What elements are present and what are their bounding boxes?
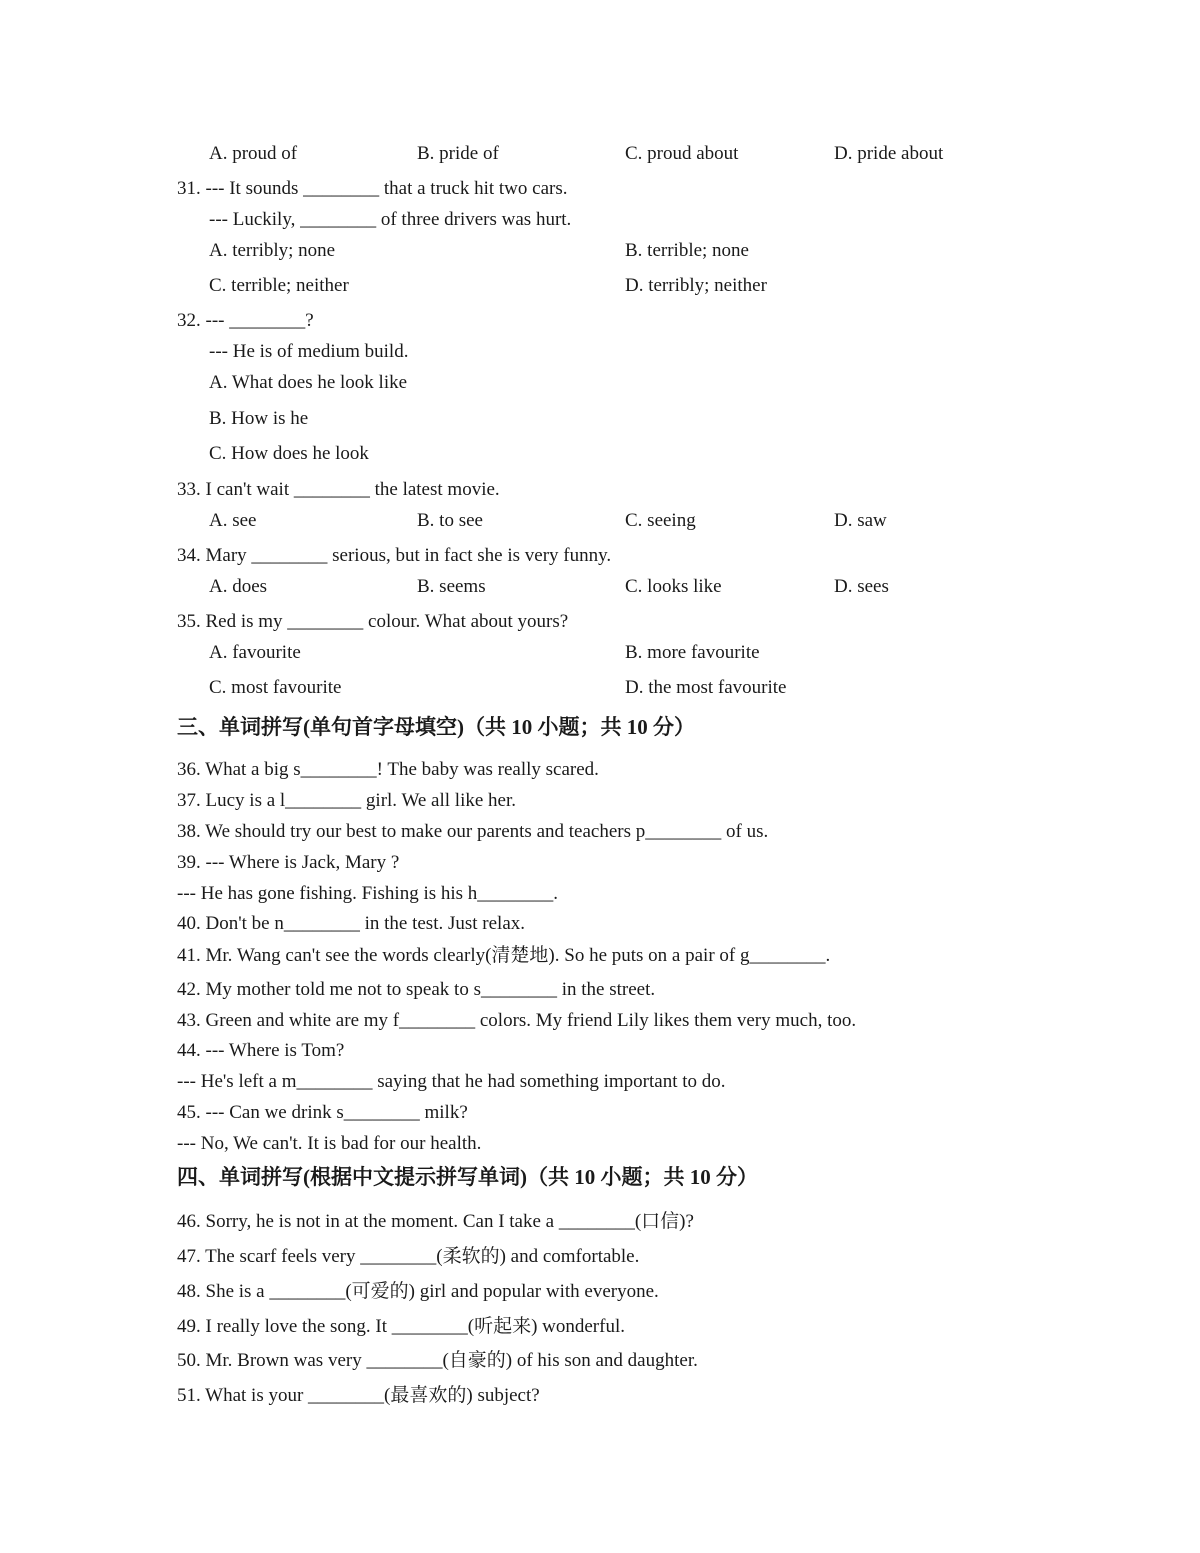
q33-option-c: C. seeing bbox=[625, 510, 696, 531]
q32-stem-reply: --- He is of medium build. bbox=[209, 341, 409, 362]
q33-stem: 33. I can't wait ________ the latest movie. bbox=[177, 479, 500, 500]
section-3-line: 45. --- Can we drink s________ milk? bbox=[177, 1102, 468, 1123]
section-3-line: 41. Mr. Wang can't see the words clearly(清楚地). So he puts on a pair of g________. bbox=[177, 945, 831, 966]
q31-option-d: D. terribly; neither bbox=[625, 275, 767, 296]
section-3-line: 36. What a big s________! The baby was really scared. bbox=[177, 759, 599, 780]
q32-stem: 32. --- ________? bbox=[177, 310, 314, 331]
section-3-line: 43. Green and white are my f________ colors. My friend Lily likes them very much, too. bbox=[177, 1010, 857, 1031]
section-4-line: 46. Sorry, he is not in at the moment. Can I take a ________(口信)? bbox=[177, 1211, 694, 1232]
section-3-line: --- He's left a m________ saying that he had something important to do. bbox=[177, 1071, 726, 1092]
q35-option-c: C. most favourite bbox=[209, 677, 342, 698]
q35-option-b: B. more favourite bbox=[625, 642, 760, 663]
q30-option-b: B. pride of bbox=[417, 143, 499, 164]
q30-option-d: D. pride about bbox=[834, 143, 944, 164]
q31-option-c: C. terrible; neither bbox=[209, 275, 349, 296]
section-3-line: --- He has gone fishing. Fishing is his h________. bbox=[177, 883, 559, 904]
q35-stem: 35. Red is my ________ colour. What about yours? bbox=[177, 611, 569, 632]
q33-option-d: D. saw bbox=[834, 510, 887, 531]
section-3-line: 38. We should try our best to make our parents and teachers p________ of us. bbox=[177, 821, 769, 842]
section-3-heading: 三、单词拼写(单句首字母填空)（共 10 小题；共 10 分） bbox=[177, 715, 695, 739]
q32-option-b: B. How is he bbox=[209, 408, 309, 429]
q34-stem: 34. Mary ________ serious, but in fact she is very funny. bbox=[177, 545, 612, 566]
q31-stem: 31. --- It sounds ________ that a truck hit two cars. bbox=[177, 178, 568, 199]
section-3-line: 42. My mother told me not to speak to s________ in the street. bbox=[177, 979, 656, 1000]
q35-option-d: D. the most favourite bbox=[625, 677, 787, 698]
q32-option-c: C. How does he look bbox=[209, 443, 369, 464]
q34-option-a: A. does bbox=[209, 576, 268, 597]
section-4-line: 49. I really love the song. It ________(听起来) wonderful. bbox=[177, 1316, 625, 1337]
q33-option-b: B. to see bbox=[417, 510, 483, 531]
section-3-line: 40. Don't be n________ in the test. Just relax. bbox=[177, 913, 526, 934]
section-4-line: 50. Mr. Brown was very ________(自豪的) of his son and daughter. bbox=[177, 1350, 698, 1371]
q32-option-a: A. What does he look like bbox=[209, 372, 408, 393]
q34-option-d: D. sees bbox=[834, 576, 889, 597]
q35-option-a: A. favourite bbox=[209, 642, 301, 663]
section-3-line: 39. --- Where is Jack, Mary ? bbox=[177, 852, 400, 873]
section-3-line: --- No, We can't. It is bad for our health. bbox=[177, 1133, 482, 1154]
section-4-line: 51. What is your ________(最喜欢的) subject? bbox=[177, 1385, 540, 1406]
q30-option-c: C. proud about bbox=[625, 143, 739, 164]
q30-option-a: A. proud of bbox=[209, 143, 298, 164]
q34-option-c: C. looks like bbox=[625, 576, 722, 597]
section-3-line: 37. Lucy is a l________ girl. We all like her. bbox=[177, 790, 517, 811]
q31-stem-reply: --- Luckily, ________ of three drivers was hurt. bbox=[209, 209, 572, 230]
section-3-line: 44. --- Where is Tom? bbox=[177, 1040, 345, 1061]
q33-option-a: A. see bbox=[209, 510, 257, 531]
section-4-line: 48. She is a ________(可爱的) girl and popular with everyone. bbox=[177, 1281, 659, 1302]
q31-option-b: B. terrible; none bbox=[625, 240, 749, 261]
section-4-heading: 四、单词拼写(根据中文提示拼写单词)（共 10 小题；共 10 分） bbox=[177, 1165, 758, 1189]
section-4-line: 47. The scarf feels very ________(柔软的) and comfortable. bbox=[177, 1246, 640, 1267]
q31-option-a: A. terribly; none bbox=[209, 240, 336, 261]
q34-option-b: B. seems bbox=[417, 576, 486, 597]
